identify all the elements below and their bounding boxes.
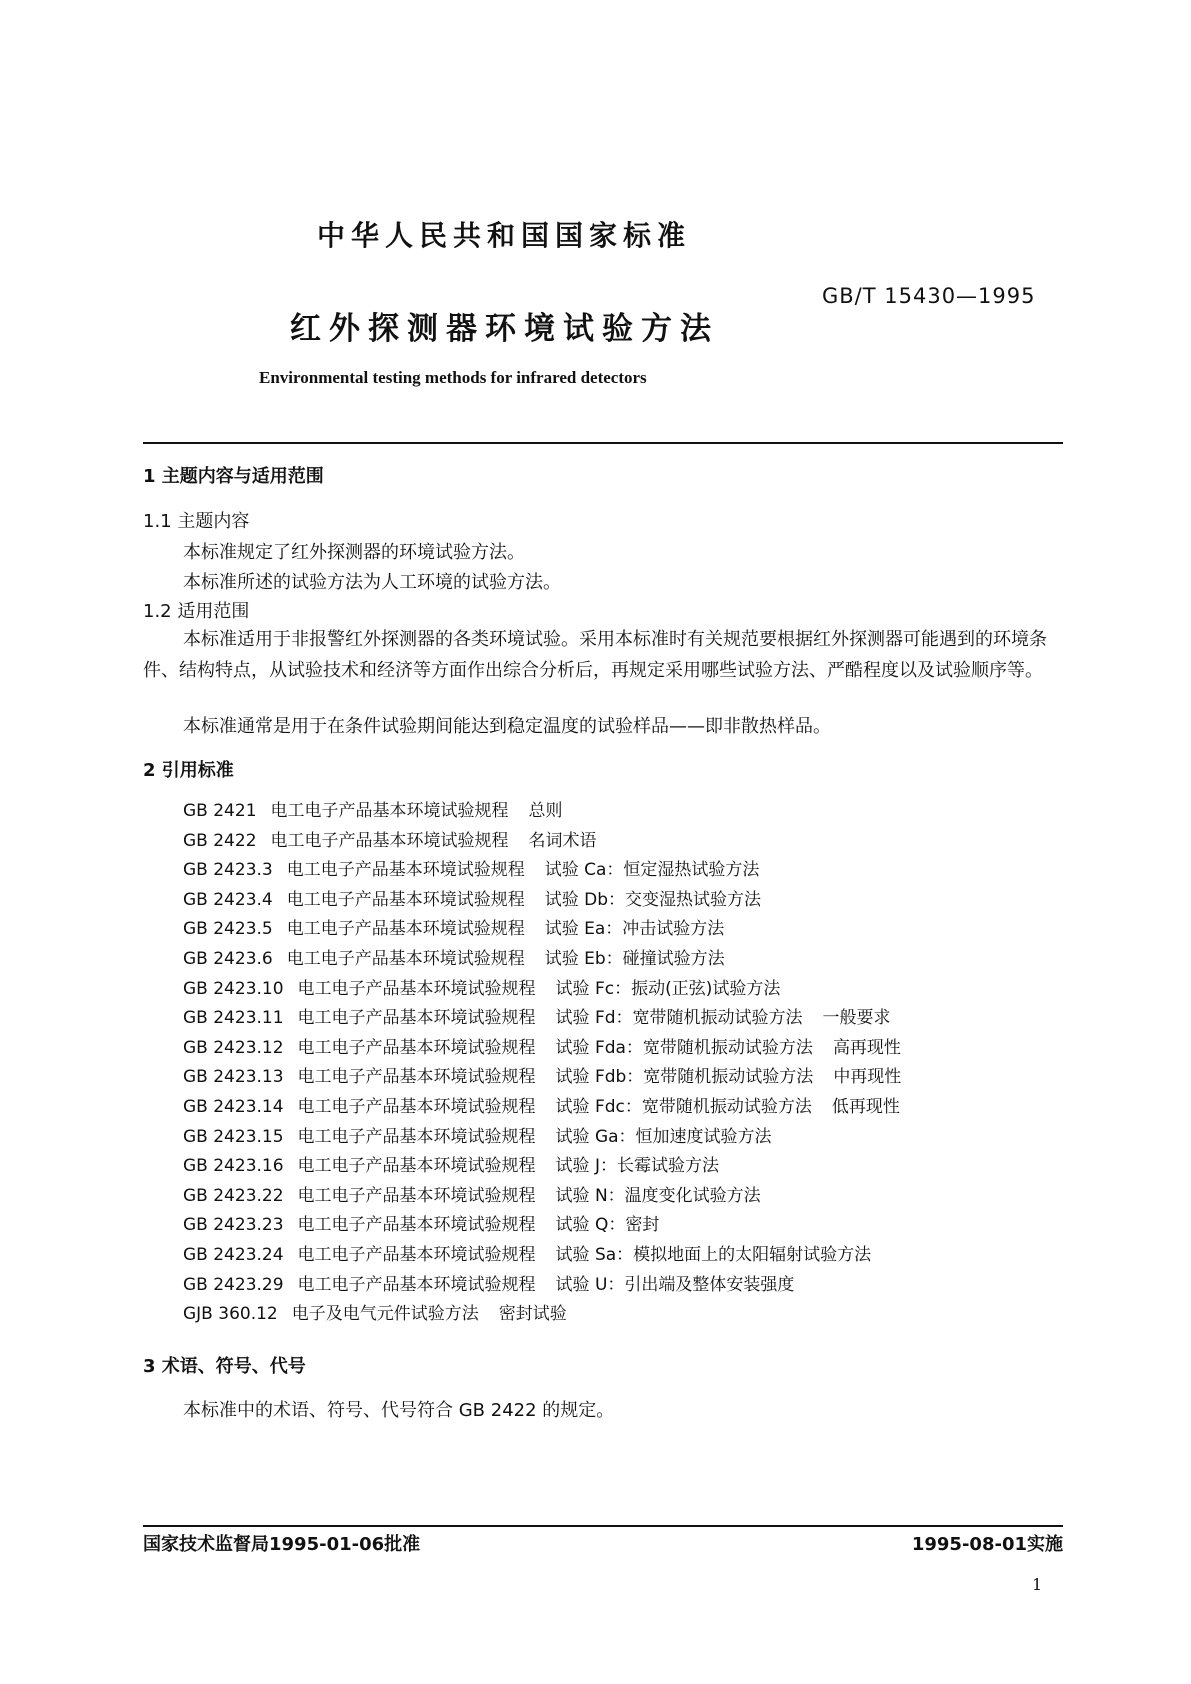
reference-part: 试验 Ea：冲击试验方法 (544, 919, 725, 940)
section-3-paragraph: 本标准中的术语、符号、代号符合 GB 2422 的规定。 (183, 1400, 615, 1421)
reference-code: GB 2423.5 (183, 919, 273, 940)
reference-name: 电工电子产品基本环境试验规程 (297, 1156, 536, 1177)
reference-code: GB 2423.23 (183, 1215, 284, 1236)
reference-name: 电工电子产品基本环境试验规程 (297, 1274, 536, 1295)
reference-item (183, 1270, 834, 1295)
reference-part: 试验 Db：交变湿热试验方法 (544, 889, 762, 910)
reference-code: GB 2423.15 (183, 1126, 284, 1147)
reference-part: 试验 Fd：宽带随机振动试验方法 (555, 1008, 803, 1029)
reference-code: GB 2423.3 (183, 860, 273, 881)
section-1-2-paragraph-1: 本标准适用于非报警红外探测器的各类环境试验。采用本标准时有关规范要根据红外探测器可能遇到的环境条件、结构特点，从试验技术和经济等方面作出综合分析后，再规定采用哪些试验方法、严酷程度以及试验顺序等。 (143, 629, 1047, 681)
reference-name: 电工电子产品基本环境试验规程 (270, 830, 509, 851)
reference-name: 电工电子产品基本环境试验规程 (286, 919, 525, 940)
reference-part: 试验 Eb：碰撞试验方法 (544, 949, 725, 969)
reference-part: 试验 Fda：宽带随机振动试验方法 (555, 1037, 813, 1058)
reference-item (183, 1210, 699, 1235)
reference-name: 电工电子产品基本环境试验规程 (297, 1215, 536, 1236)
section-1-1-paragraph-2: 本标准所述的试验方法为人工环境的试验方法。 (183, 572, 561, 593)
issuing-organization: 中华人民共和国国家标准 (317, 219, 692, 252)
reference-code: GB 2423.4 (183, 889, 273, 910)
reference-item (183, 1033, 921, 1058)
reference-code: GB 2423.29 (183, 1274, 284, 1295)
reference-name: 电子及电气元件试验方法 (291, 1304, 479, 1325)
reference-item (183, 1003, 911, 1028)
standard-code: GB/T 15430—1995 (822, 284, 1036, 308)
reference-name: 电工电子产品基本环境试验规程 (286, 949, 525, 969)
reference-part: 总则 (528, 801, 563, 821)
reference-code: GJB 360.12 (183, 1304, 278, 1325)
reference-name: 电工电子产品基本环境试验规程 (286, 889, 525, 910)
reference-name: 电工电子产品基本环境试验规程 (270, 801, 509, 821)
reference-part: 试验 Fdb：宽带随机振动试验方法 (555, 1067, 814, 1088)
reference-part: 名词术语 (528, 830, 597, 851)
reference-item (183, 944, 765, 969)
reference-code: GB 2422 (183, 830, 257, 851)
footer-divider (143, 1525, 1063, 1527)
reference-code: GB 2423.14 (183, 1097, 284, 1117)
reference-name: 电工电子产品基本环境试验规程 (286, 860, 525, 881)
reference-item (183, 974, 820, 999)
reference-part: 试验 U：引出端及整体安装强度 (555, 1274, 795, 1295)
reference-item (183, 885, 801, 910)
section-1-heading: 1 主题内容与适用范围 (143, 466, 324, 487)
section-1-2-paragraph-2: 本标准通常是用于在条件试验期间能达到稳定温度的试验样品——即非散热样品。 (183, 716, 831, 737)
reference-code: GB 2423.11 (183, 1008, 284, 1029)
reference-name: 电工电子产品基本环境试验规程 (297, 1067, 536, 1088)
reference-code: GB 2423.22 (183, 1185, 284, 1206)
reference-extra: 中再现性 (833, 1067, 902, 1088)
section-1-1-heading: 1.1 主题内容 (143, 511, 250, 532)
reference-part: 试验 Fc：振动(正弦)试验方法 (555, 978, 781, 999)
reference-item (183, 1181, 801, 1206)
reference-part: 试验 J：长霉试验方法 (555, 1156, 719, 1177)
reference-code: GB 2423.10 (183, 978, 284, 999)
reference-part: 试验 N：温度变化试验方法 (555, 1185, 761, 1206)
approval-date: 国家技术监督局1995-01-06批准 (143, 1534, 421, 1555)
reference-part: 试验 Q：密封 (555, 1215, 660, 1236)
section-1-1-paragraph-1: 本标准规定了红外探测器的环境试验方法。 (183, 542, 525, 563)
document-title-english: Environmental testing methods for infrared detectors (259, 368, 647, 387)
reference-item (183, 796, 603, 821)
reference-item (183, 855, 799, 880)
reference-code: GB 2423.12 (183, 1037, 284, 1058)
reference-item (183, 1062, 921, 1087)
reference-name: 电工电子产品基本环境试验规程 (297, 1245, 536, 1265)
reference-part: 试验 Fdc：宽带随机振动试验方法 (555, 1097, 812, 1117)
header-divider (143, 442, 1063, 444)
reference-code: GB 2421 (183, 801, 257, 821)
reference-name: 电工电子产品基本环境试验规程 (297, 1185, 536, 1206)
reference-part: 试验 Ca：恒定湿热试验方法 (544, 860, 760, 881)
reference-code: GB 2423.16 (183, 1156, 284, 1177)
reference-extra: 高再现性 (832, 1037, 901, 1058)
reference-item (183, 1122, 812, 1147)
effective-date: 1995-08-01实施 (911, 1534, 1063, 1555)
reference-item (183, 1092, 920, 1117)
reference-name: 电工电子产品基本环境试验规程 (297, 1037, 536, 1058)
reference-name: 电工电子产品基本环境试验规程 (297, 1008, 536, 1029)
reference-code: GB 2423.6 (183, 949, 273, 969)
reference-name: 电工电子产品基本环境试验规程 (297, 1097, 536, 1117)
reference-extra: 一般要求 (822, 1008, 891, 1029)
reference-part: 密封试验 (498, 1304, 567, 1325)
reference-name: 电工电子产品基本环境试验规程 (297, 1126, 536, 1147)
reference-item (183, 826, 637, 851)
reference-item (183, 1240, 911, 1265)
section-2-heading: 2 引用标准 (143, 760, 234, 781)
document-title: 红外探测器环境试验方法 (290, 311, 719, 347)
reference-name: 电工电子产品基本环境试验规程 (297, 978, 536, 999)
reference-part: 试验 Sa：模拟地面上的太阳辐射试验方法 (555, 1245, 872, 1265)
reference-extra: 低再现性 (831, 1097, 900, 1117)
reference-code: GB 2423.13 (183, 1067, 284, 1088)
section-3-heading: 3 术语、符号、代号 (143, 1356, 306, 1377)
page-number: 1 (1032, 1575, 1043, 1594)
reference-item (183, 1151, 759, 1176)
reference-code: GB 2423.24 (183, 1245, 284, 1265)
reference-item (183, 914, 764, 939)
reference-item (183, 1299, 607, 1324)
section-1-2-heading: 1.2 适用范围 (143, 601, 250, 622)
reference-part: 试验 Ga：恒加速度试验方法 (555, 1126, 772, 1147)
